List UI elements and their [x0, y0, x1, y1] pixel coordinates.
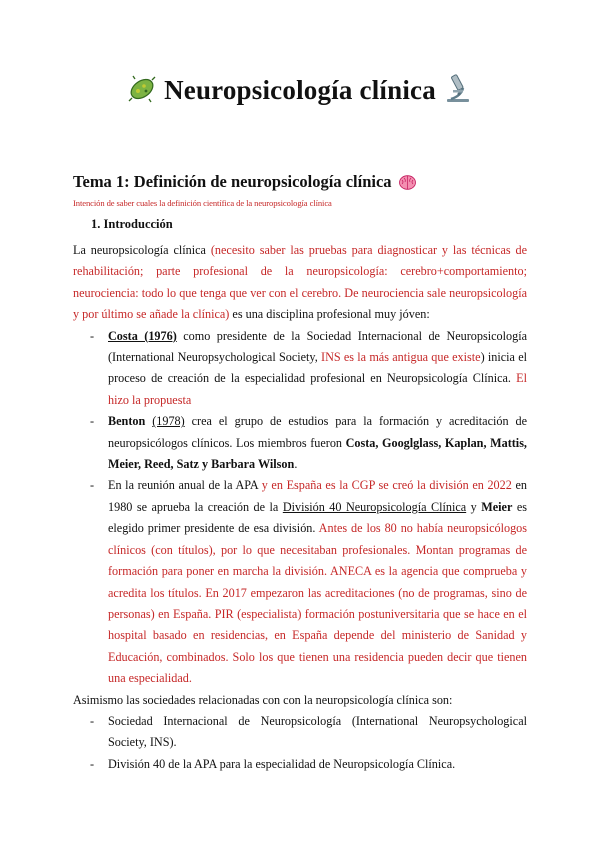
list-text: Sociedad Internacional de Neuropsicología (International Neuropsychological Society, INS). — [108, 713, 527, 750]
intro-text: La neuropsicología clínica — [73, 243, 211, 257]
main-content — [73, 172, 527, 775]
list-dash: - — [90, 478, 95, 493]
societies-list — [73, 711, 527, 775]
list-text: ) inicia el proceso de creación de la especialidad profesional en Neuropsicología Clínica. — [108, 350, 527, 386]
costa-name: Costa (1976) — [108, 328, 177, 343]
list-note: Antes de los 80 no había neuropsicólogos clínicos (con títulos), por lo que necesitaban profesionales. Montan programas de formación para poner en marcha la división. ANECA es la agencia que comprueba y acredita los títulos. En 2017 empezaron las acreditaciones (no de programas, sino de personas) en España. PIR (especialista) formación postuniversitaria que se hace en el hospital basado en residencias, en España depende del ministerio de Sanidad y Educación, combinados. Solo los que tienen una residencia pueden decir que tienen una especialidad. — [108, 521, 527, 686]
topic-title: Tema 1: Definición de neuropsicología clínica — [73, 172, 392, 191]
list-text: División 40 de la APA para la especialidad de Neuropsicología Clínica. — [108, 756, 456, 771]
microbe-icon — [127, 74, 157, 104]
document-title — [0, 72, 600, 106]
list-item — [73, 411, 527, 475]
section-heading: 1. Introducción — [91, 217, 173, 231]
meier-name: Meier — [481, 499, 513, 514]
intro-note: (necesito saber las pruebas para diagnosticar y las técnicas de rehabilitación; parte profesional de la neuropsicología: cerebro+comportamiento; neurociencia: todo lo que tenga que ver con el cerebro. De neurociencia sale neuropsicología y por último se añade la clínica) — [73, 243, 527, 322]
societies-intro: Asimismo las sociedades relacionadas con con la neuropsicología clínica son: — [73, 692, 453, 707]
list-dash: - — [90, 713, 95, 728]
list-dash: - — [90, 328, 95, 343]
microscope-icon — [443, 72, 473, 104]
list-text: como presidente de la Sociedad Internacional de Neuropsicología (International Neuropsychological Society, — [108, 328, 527, 365]
members-list: Costa, Googlglass, Kaplan, Mattis, Meier, Reed, Satz y Barbara Wilson — [108, 435, 527, 472]
list-item — [73, 475, 527, 689]
title-text: Neuropsicología clínica — [164, 75, 436, 105]
list-item — [73, 711, 527, 754]
list-note: El hizo la propuesta — [108, 371, 527, 407]
list-text: en 1980 se aprueba la creación de la — [108, 478, 527, 514]
list-item — [73, 754, 527, 775]
intent-note: Intención de saber cuales la definición científica de la neuropsicología clínica — [73, 198, 332, 208]
list-item — [73, 326, 527, 412]
intro-text-end: es una disciplina profesional muy jóven: — [229, 307, 430, 322]
division-name: División 40 Neuropsicología Clínica — [282, 499, 467, 514]
intro-paragraph — [73, 240, 527, 326]
benton-year: (1978) — [152, 414, 185, 429]
topic-heading — [73, 172, 527, 192]
list-text: En la reunión anual de la APA — [108, 478, 262, 493]
list-text: y — [466, 499, 482, 514]
benton-name: Benton — [108, 414, 146, 429]
brain-icon — [399, 175, 416, 190]
history-list — [73, 326, 527, 690]
list-dash: - — [90, 414, 95, 429]
list-note: INS es la más antigua que existe — [321, 350, 481, 365]
list-text: crea el grupo de estudios para la formación y acreditación de neuropsicólogos clínicos. Los miembros fueron — [108, 414, 528, 450]
list-note: y en España es la CGP se creó la división en 2022 — [261, 478, 512, 493]
list-text: es elegido primer presidente de esa división. — [108, 499, 527, 536]
list-text: . — [294, 457, 298, 472]
list-dash: - — [90, 756, 95, 771]
